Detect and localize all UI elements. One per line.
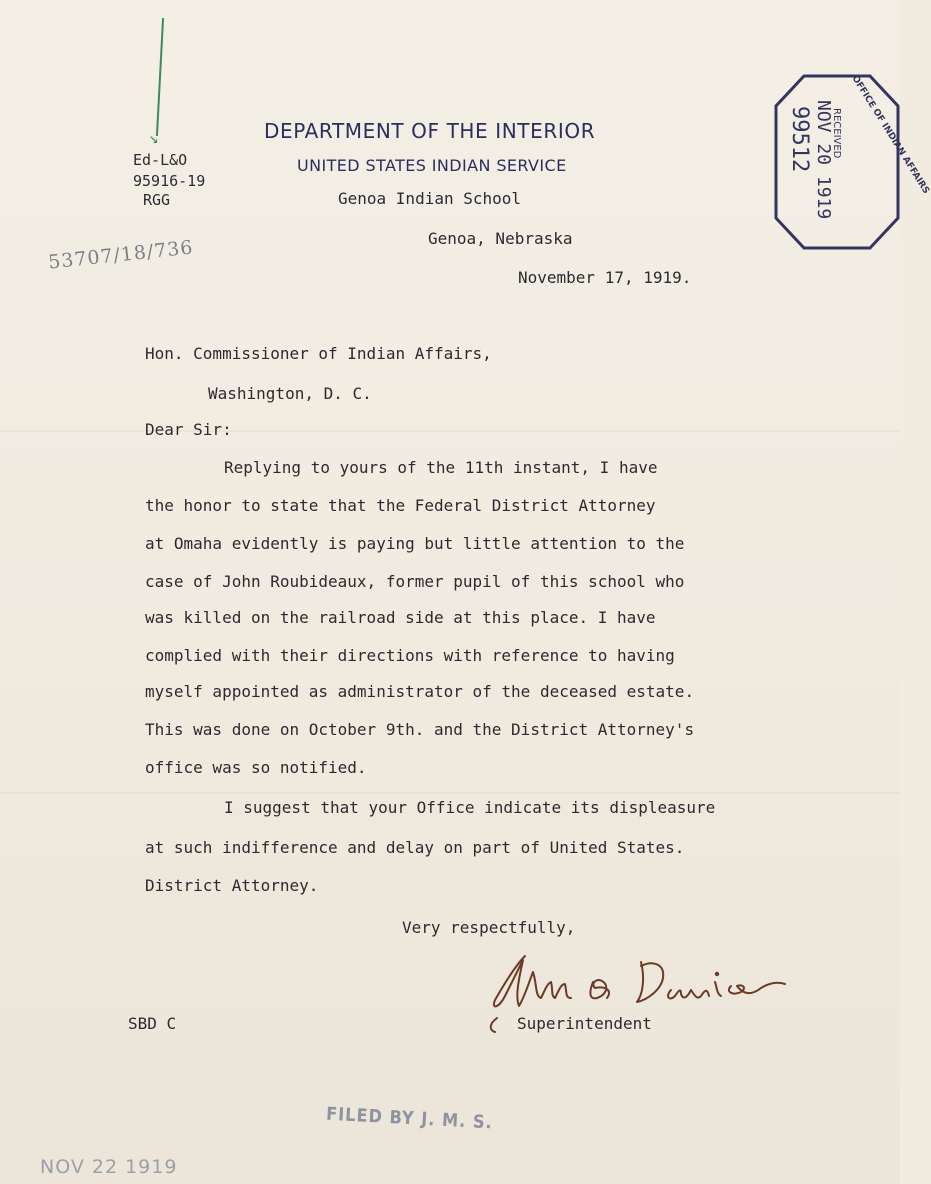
addressee-line2: Washington, D. C. xyxy=(208,384,372,403)
body-line: This was done on October 9th. and the District Attorney's xyxy=(145,720,695,739)
body-line: myself appointed as administrator of the deceased estate. xyxy=(145,682,695,701)
file-ref-line1: Ed-L&O xyxy=(133,151,188,169)
body-line: complied with their directions with reference to having xyxy=(145,646,675,665)
body-line: District Attorney. xyxy=(145,876,319,895)
body-line: was killed on the railroad side at this place. I have xyxy=(145,608,656,627)
pencil-file-number: 53707/18/736 xyxy=(47,236,195,274)
date-stamp: NOV 22 1919 xyxy=(40,1156,178,1178)
letter-date: November 17, 1919. xyxy=(518,268,692,287)
body-line: case of John Roubideaux, former pupil of this school who xyxy=(145,572,685,591)
file-ref-line3: RGG xyxy=(143,191,171,209)
body-line: Replying to yours of the 11th instant, I have xyxy=(224,458,658,477)
letterhead-department: DEPARTMENT OF THE INTERIOR xyxy=(264,119,596,143)
body-line: at such indifference and delay on part of United States. xyxy=(145,838,685,857)
letterhead-school: Genoa Indian School xyxy=(338,189,522,208)
body-line: office was so notified. xyxy=(145,758,367,777)
addressee-line1: Hon. Commissioner of Indian Affairs, xyxy=(145,344,492,363)
letterhead-location: Genoa, Nebraska xyxy=(428,229,573,248)
letterhead-service: UNITED STATES INDIAN SERVICE xyxy=(297,156,567,175)
paper-fold xyxy=(0,430,900,432)
paper-fold xyxy=(0,792,900,794)
body-line: at Omaha evidently is paying but little attention to the xyxy=(145,534,685,553)
body-line: I suggest that your Office indicate its displeasure xyxy=(224,798,716,817)
received-stamp xyxy=(774,72,931,252)
salutation: Dear Sir: xyxy=(145,420,232,439)
green-arrow-icon: ↘ xyxy=(149,128,159,147)
stamp-office-text: OFFICE OF INDIAN AFFAIRS xyxy=(849,74,931,196)
closing: Very respectfully, xyxy=(402,918,576,937)
body-line: the honor to state that the Federal District Attorney xyxy=(145,496,656,515)
typist-initials: SBD C xyxy=(128,1014,177,1033)
green-pencil-line xyxy=(156,18,164,136)
file-ref-line2: 95916-19 xyxy=(133,172,206,190)
stamp-received-text: RECEIVED xyxy=(831,108,842,159)
filed-stamp: FILED BY J. M. S. xyxy=(325,1103,494,1134)
stamp-date: NOV 20 1919 xyxy=(813,100,834,220)
stamp-number: 99512 xyxy=(787,106,812,173)
signature-title: Superintendent xyxy=(517,1014,652,1033)
